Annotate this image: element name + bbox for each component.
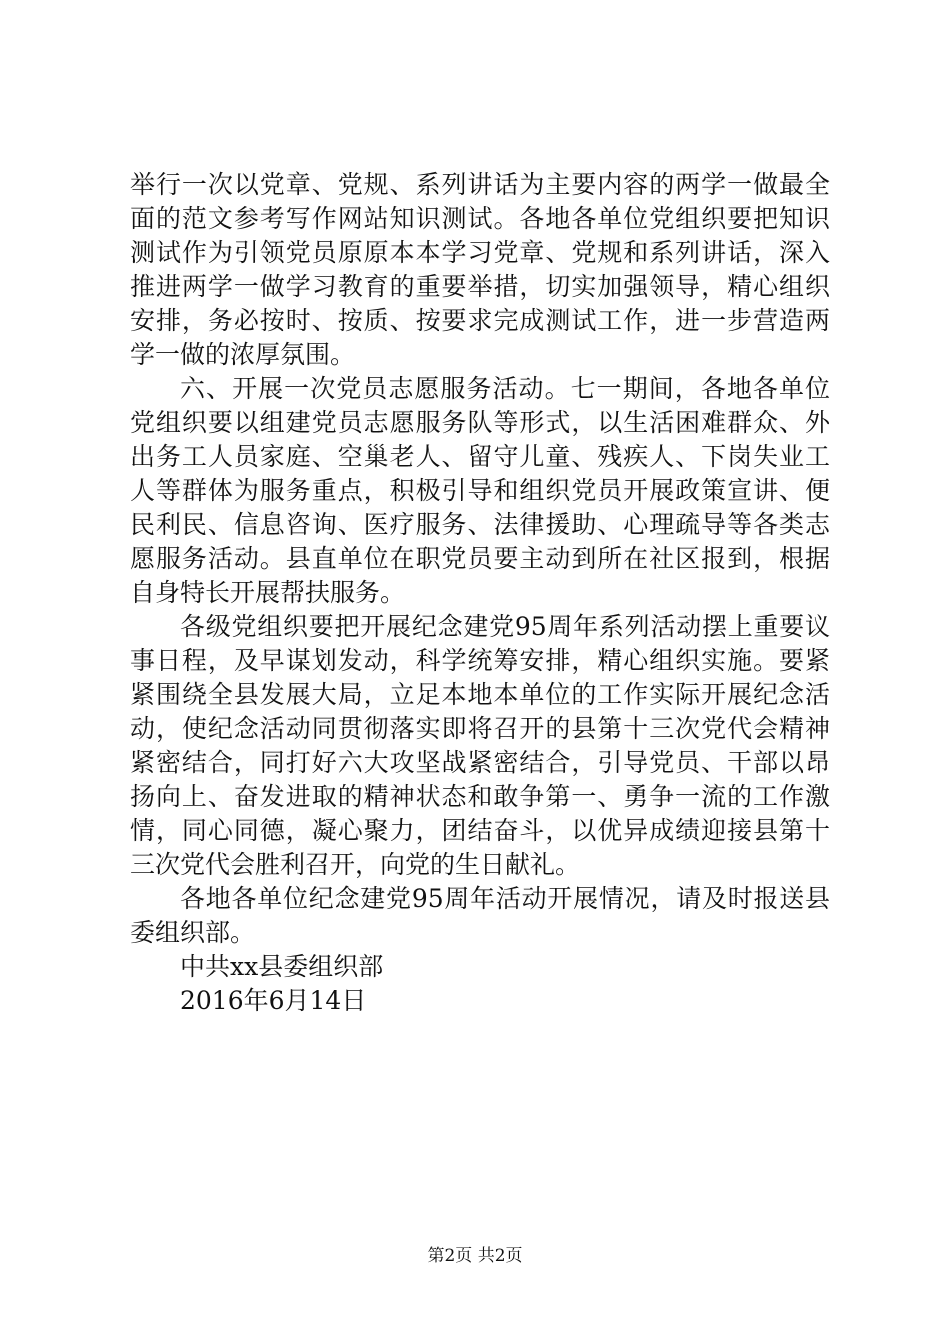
text-line: 测试作为引领党员原原本本学习党章、党规和系列讲话，深入 [130,238,830,267]
paragraph-reporting [130,882,830,950]
text-line: 各地各单位纪念建党95周年活动开展情况，请及时报送县 [180,884,830,913]
text-line: 事日程，及早谋划发动，科学统筹安排，精心组织实施。要紧 [130,646,830,675]
text-line: 面的范文参考写作网站知识测试。各地各单位党组织要把知识 [130,204,830,233]
text-line: 扬向上、奋发进取的精神状态和敢争第一、勇争一流的工作激 [130,782,830,811]
paragraph-volunteer-service [130,372,830,610]
text-line: 委组织部。 [130,918,256,947]
paragraph-knowledge-test [130,168,830,372]
text-line: 六、开展一次党员志愿服务活动。七一期间，各地各单位 [180,374,830,403]
text-line: 三次党代会胜利召开，向党的生日献礼。 [130,850,581,879]
text-line: 推进两学一做学习教育的重要举措，切实加强领导，精心组织 [130,272,830,301]
signature-block [130,950,830,1018]
text-line: 自身特长开展帮扶服务。 [130,578,406,607]
text-line: 举行一次以党章、党规、系列讲话为主要内容的两学一做最全 [130,170,830,199]
text-line: 愿服务活动。县直单位在职党员要主动到所在社区报到，根据 [130,544,830,573]
text-line: 安排，务必按时、按质、按要求完成测试工作，进一步营造两 [130,306,830,335]
signature-date: 2016年6月14日 [180,986,367,1015]
text-line: 紧围绕全县发展大局，立足本地本单位的工作实际开展纪念活 [130,680,830,709]
text-line: 紧密结合，同打好六大攻坚战紧密结合，引导党员、干部以昂 [130,748,830,777]
document-body [130,168,830,1018]
text-line: 民利民、信息咨询、医疗服务、法律援助、心理疏导等各类志 [130,510,830,539]
text-line: 出务工人员家庭、空巢老人、留守儿童、残疾人、下岗失业工 [130,442,830,471]
signature-organization: 中共xx县委组织部 [180,952,384,981]
page-number-footer: 第2页 共2页 [427,1246,523,1266]
text-line: 动，使纪念活动同贯彻落实即将召开的县第十三次党代会精神 [130,714,830,743]
text-line: 人等群体为服务重点，积极引导和组织党员开展政策宣讲、便 [130,476,830,505]
text-line: 情，同心同德，凝心聚力，团结奋斗，以优异成绩迎接县第十 [130,816,830,845]
text-line: 学一做的浓厚氛围。 [130,340,356,369]
paragraph-organization-requirements [130,610,830,882]
text-line: 各级党组织要把开展纪念建党95周年系列活动摆上重要议 [180,612,830,641]
text-line: 党组织要以组建党员志愿服务队等形式，以生活困难群众、外 [130,408,830,437]
